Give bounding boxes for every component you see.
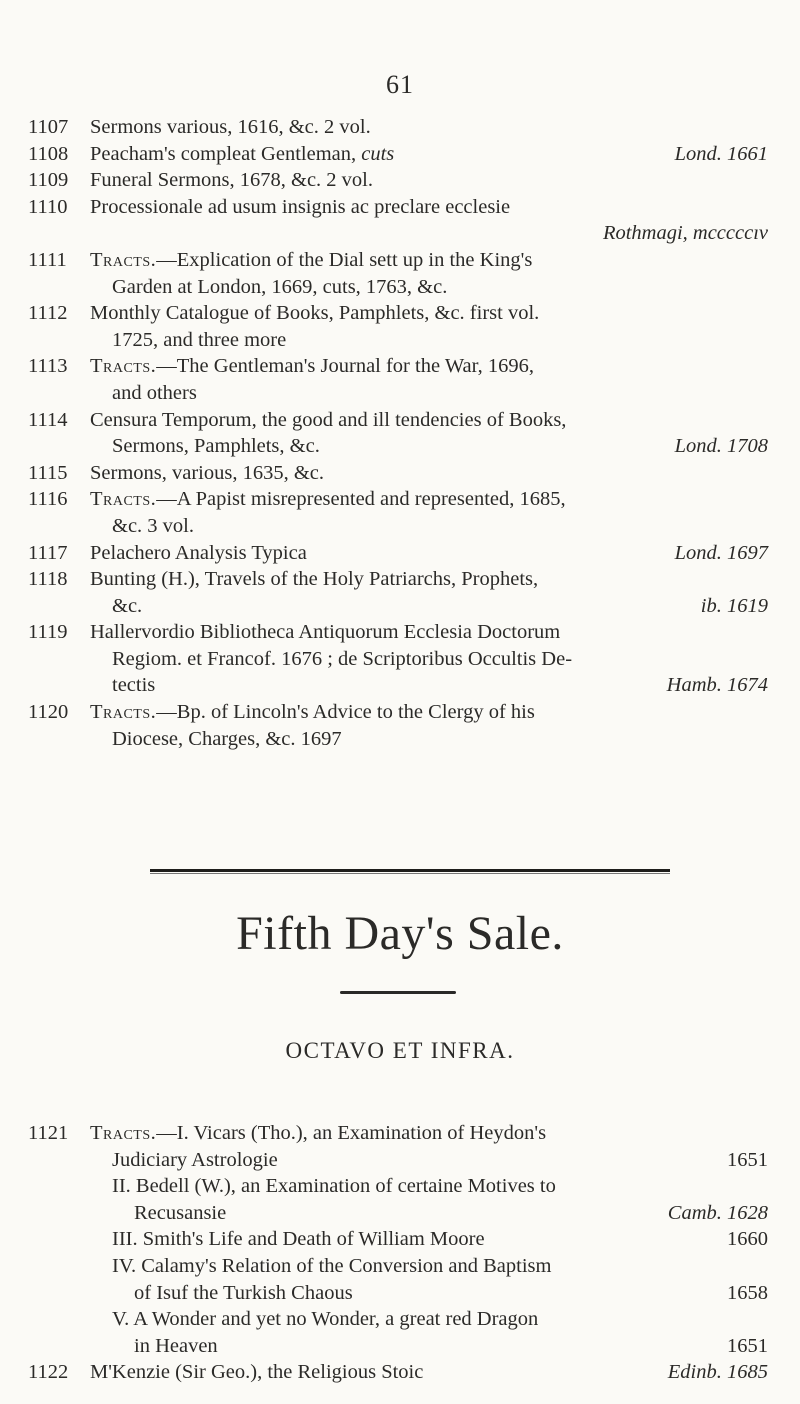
entry-text: III. Smith's Life and Death of William Moore: [112, 1228, 485, 1251]
entry-text: &c. 3 vol.: [112, 514, 194, 537]
section-divider: [150, 869, 670, 872]
entry-italic-text: cuts: [361, 142, 395, 165]
lot-number: 1108: [28, 142, 69, 165]
catalogue-entry: [28, 407, 768, 460]
lot-number: 1114: [28, 408, 68, 431]
entry-small-caps: Tracts.: [90, 248, 157, 271]
entry-small-caps: Tracts.: [90, 488, 157, 511]
entry-text: of Isuf the Turkish Chaous: [134, 1281, 353, 1304]
catalogue-entry: [28, 486, 768, 539]
entry-text: Pelachero Analysis Typica: [90, 541, 307, 564]
entry-text: Funeral Sermons, 1678, &c. 2 vol.: [90, 169, 373, 192]
lot-number: 1111: [28, 248, 67, 271]
catalogue-entry: [28, 566, 768, 619]
catalogue-entry: [28, 114, 768, 141]
catalogue-entry: [28, 353, 768, 406]
entry-text: Censura Temporum, the good and ill tendencies of Books,: [90, 408, 567, 431]
entry-text: Diocese, Charges, &c. 1697: [112, 727, 342, 750]
entry-text: Sermons, various, 1635, &c.: [90, 461, 325, 484]
entry-text: Tracts.—A Papist misrepresented and represented, 1685,: [90, 488, 566, 511]
page-number: 61: [386, 70, 414, 99]
entry-text: Garden at London, 1669, cuts, 1763, &c.: [112, 275, 448, 298]
entry-imprint: Rothmagi, mcccccıv: [602, 222, 768, 245]
catalogue-entry: [28, 167, 768, 194]
entry-text: Tracts.—I. Vicars (Tho.), an Examination of Heydon's: [90, 1122, 547, 1144]
entry-text: Bunting (H.), Travels of the Holy Patriarchs, Prophets,: [90, 568, 539, 591]
lot-number: 1121: [28, 1122, 69, 1144]
heading-ornament-rule: [340, 991, 456, 994]
lot-number: 1116: [28, 488, 68, 511]
entry-text: Peacham's compleat Gentleman,: [90, 142, 362, 165]
catalogue-entry: [28, 1359, 768, 1386]
entry-text: Tracts.—Explication of the Dial sett up in the King's: [90, 248, 533, 271]
entry-imprint: ib. 1619: [700, 594, 768, 617]
entry-text: and others: [112, 381, 197, 404]
entry-text: Regiom. et Francof. 1676 ; de Scriptoribus Occultis De-: [112, 647, 573, 670]
entry-text: V. A Wonder and yet no Wonder, a great red Dragon: [112, 1308, 539, 1331]
catalogue-entries-fifth-day: [28, 1120, 768, 1386]
entry-small-caps: Tracts.: [90, 355, 157, 378]
catalogue-entry: [28, 300, 768, 353]
entry-text: Hallervordio Bibliotheca Antiquorum Ecclesia Doctorum: [90, 621, 561, 644]
lot-number: 1110: [28, 195, 68, 218]
lot-number: 1118: [28, 568, 68, 591]
entry-small-caps: Tracts.: [90, 701, 157, 724]
lot-number: 1117: [28, 541, 68, 564]
entry-imprint: Lond. 1708: [674, 435, 768, 458]
entry-text: II. Bedell (W.), an Examination of certaine Motives to: [112, 1175, 556, 1198]
entry-text: tectis: [112, 674, 156, 697]
entry-text: Tracts.—The Gentleman's Journal for the War, 1696,: [90, 355, 534, 378]
entry-imprint: 1658: [727, 1281, 768, 1304]
catalogue-entry: [28, 247, 768, 300]
entry-imprint: Edinb. 1685: [667, 1361, 768, 1384]
entry-imprint: Hamb. 1674: [666, 674, 768, 697]
entry-text: Judiciary Astrologie: [112, 1148, 278, 1171]
entry-text: Sermons, Pamphlets, &c.: [112, 435, 320, 458]
entry-imprint: 1651: [727, 1148, 768, 1171]
lot-number: 1119: [28, 621, 68, 644]
lot-number: 1107: [28, 116, 69, 138]
catalogue-entry: [28, 460, 768, 487]
entry-text: Recusansie: [134, 1201, 227, 1224]
lot-number: 1113: [28, 355, 68, 378]
entry-text: Processionale ad usum insignis ac preclare ecclesie: [90, 195, 511, 218]
entry-text: IV. Calamy's Relation of the Conversion and Baptism: [112, 1254, 552, 1277]
entry-text: in Heaven: [134, 1334, 218, 1357]
entry-imprint: Lond. 1661: [674, 142, 768, 165]
entry-text: Tracts.—Bp. of Lincoln's Advice to the Clergy of his: [90, 701, 535, 724]
section-divider-thin: [150, 873, 670, 874]
catalogue-entry: [28, 141, 768, 168]
entry-imprint: 1660: [727, 1228, 768, 1251]
catalogue-entry: [28, 540, 768, 567]
entry-text: Sermons various, 1616, &c. 2 vol.: [90, 116, 371, 138]
entry-imprint: 1651: [727, 1334, 768, 1357]
section-heading: Fifth Day's Sale.: [236, 907, 564, 960]
lot-number: 1120: [28, 701, 69, 724]
section-subheading: OCTAVO ET INFRA.: [285, 1038, 515, 1063]
catalogue-entry: [28, 1120, 768, 1359]
lot-number: 1112: [28, 302, 68, 325]
catalogue-entry: [28, 699, 768, 752]
entry-text: M'Kenzie (Sir Geo.), the Religious Stoic: [90, 1361, 424, 1384]
entry-text: &c.: [112, 594, 143, 617]
catalogue-entry: [28, 619, 768, 699]
entry-text: 1725, and three more: [112, 328, 287, 351]
catalogue-entries: [28, 114, 768, 752]
lot-number: 1115: [28, 461, 68, 484]
entry-imprint: Lond. 1697: [674, 541, 768, 564]
catalogue-entry: [28, 194, 768, 247]
lot-number: 1122: [28, 1361, 69, 1384]
lot-number: 1109: [28, 169, 69, 192]
entry-imprint: Camb. 1628: [667, 1201, 768, 1224]
entry-small-caps: Tracts.: [90, 1122, 157, 1144]
entry-text: Monthly Catalogue of Books, Pamphlets, &c. first vol.: [90, 302, 540, 325]
